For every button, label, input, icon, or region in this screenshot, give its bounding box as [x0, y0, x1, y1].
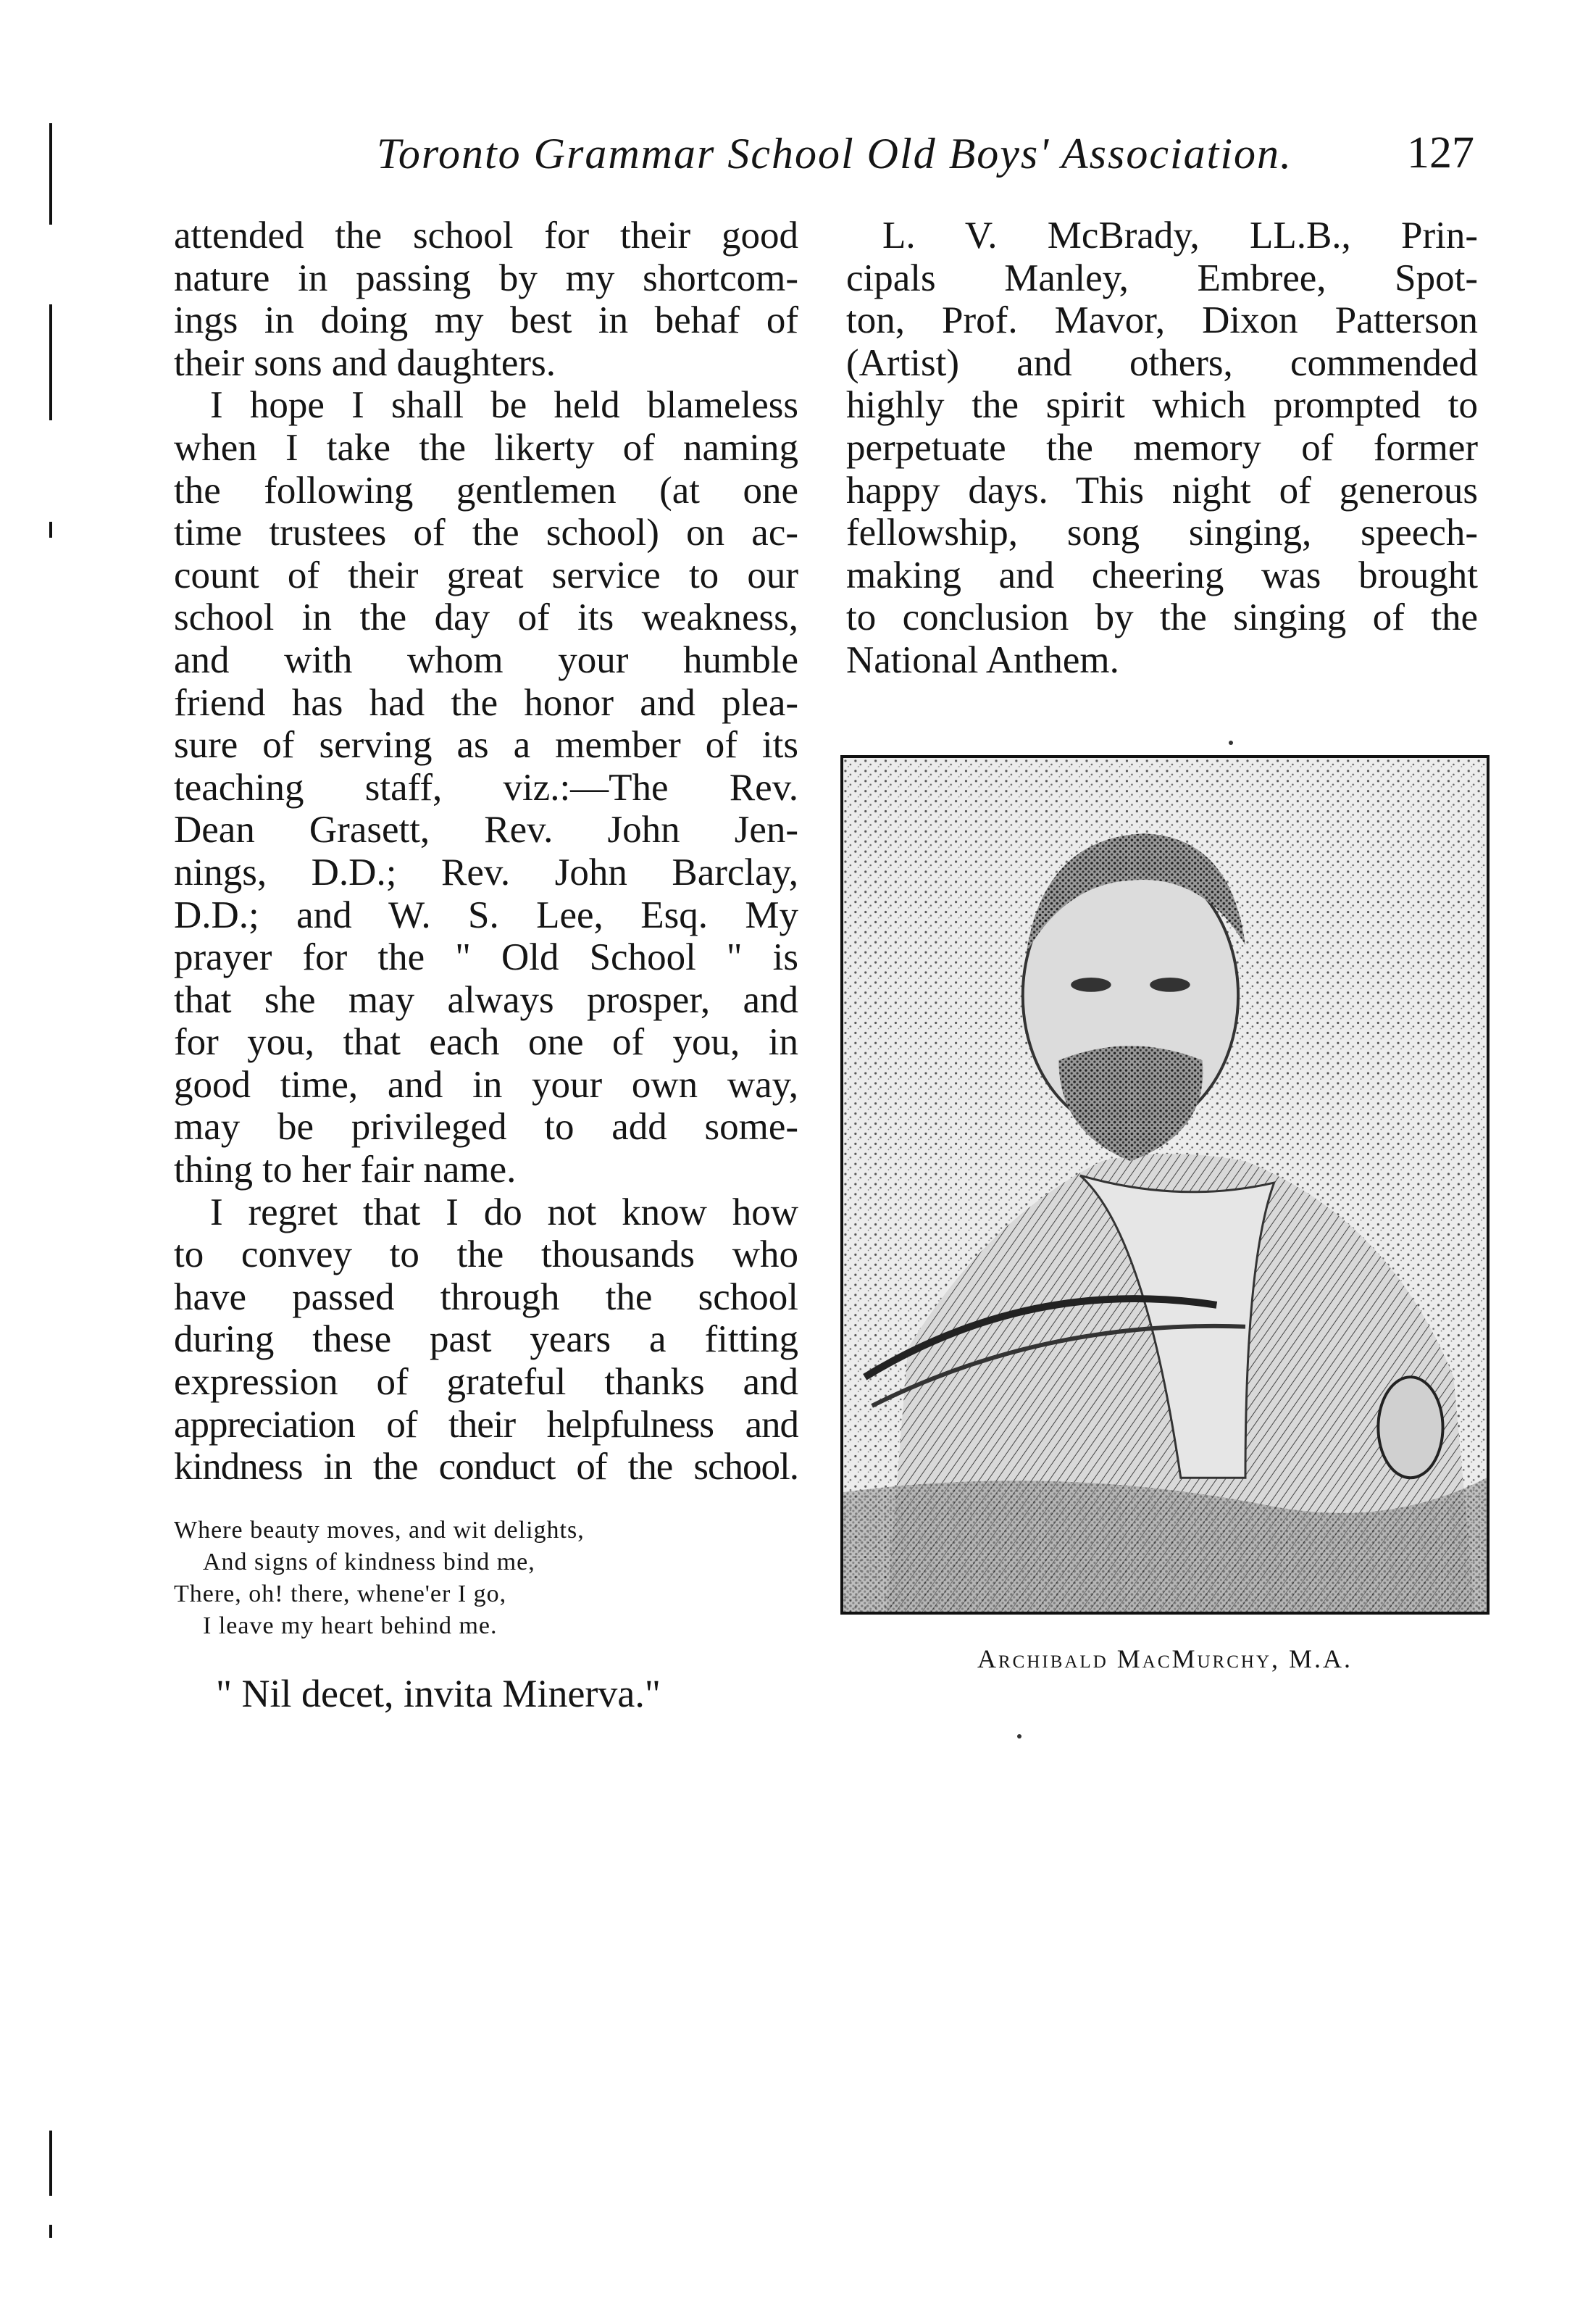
text-line: expression of grateful thanks and — [174, 1361, 798, 1404]
text-line: school in the day of its weakness, — [174, 596, 798, 639]
portrait-caption: Archibald MacMurchy, M.A. — [977, 1644, 1353, 1673]
scan-edge-mark — [49, 522, 52, 538]
portrait-engraving — [843, 758, 1487, 1612]
text-line: making and cheering was brought — [846, 554, 1478, 596]
verse-line: There, oh! there, whene'er I go, — [174, 1580, 507, 1607]
right-column — [846, 215, 1478, 682]
print-speck — [1017, 1734, 1021, 1739]
text-line: when I take the likerty of naming — [174, 426, 798, 469]
scan-edge-mark — [49, 123, 52, 225]
text-line: I regret that I do not know how — [210, 1191, 798, 1233]
text-line: may be privileged to add some- — [174, 1106, 798, 1149]
text-line: the following gentlemen (at one — [174, 469, 798, 512]
text-line: L. V. McBrady, LL.B., Prin- — [882, 215, 1478, 257]
text-line: that she may always prosper, and — [174, 978, 798, 1021]
scan-edge-mark — [49, 304, 52, 420]
text-line: to convey to the thousands who — [174, 1233, 798, 1276]
verse-line: Where beauty moves, and wit delights, — [174, 1516, 585, 1544]
text-line: have passed through the school — [174, 1275, 798, 1318]
verse-line: And signs of kindness bind me, — [203, 1548, 535, 1575]
paragraph — [174, 384, 798, 1191]
portrait-image — [840, 755, 1490, 1615]
text-line: attended the school for their good — [174, 215, 798, 257]
text-line: nature in passing by my shortcom- — [174, 257, 798, 299]
print-speck — [1229, 741, 1233, 745]
text-line: ton, Prof. Mavor, Dixon Patterson — [846, 299, 1478, 342]
text-line: thing to her fair name. — [174, 1149, 517, 1191]
verse — [174, 1515, 798, 1642]
text-line: friend has had the honor and plea- — [174, 681, 798, 724]
page-number: 127 — [1407, 128, 1474, 178]
text-line: appreciation of their helpfulness and — [174, 1403, 798, 1446]
text-line: National Anthem. — [846, 638, 1119, 681]
text-line: teaching staff, viz.:—The Rev. — [174, 766, 798, 809]
left-column — [174, 215, 798, 1716]
text-line: prayer for the " Old School " is — [174, 936, 798, 979]
text-line: count of their great service to our — [174, 554, 798, 596]
text-line: time trustees of the school) on ac- — [174, 512, 798, 554]
text-line: I hope I shall be held blameless — [210, 384, 798, 427]
paragraph — [174, 1191, 798, 1488]
text-line: ings in doing my best in behaf of — [174, 299, 798, 342]
scan-edge-mark — [49, 2131, 52, 2196]
text-line: nings, D.D.; Rev. John Barclay, — [174, 851, 798, 894]
latin-motto: " Nil decet, invita Minerva." — [216, 1671, 661, 1715]
text-line: perpetuate the memory of former — [846, 426, 1478, 469]
text-line: good time, and in your own way, — [174, 1063, 798, 1106]
text-line: happy days. This night of generous — [846, 469, 1478, 512]
text-line: their sons and daughters. — [174, 341, 556, 384]
text-line: highly the spirit which prompted to — [846, 384, 1478, 427]
text-line: cipals Manley, Embree, Spot- — [846, 257, 1478, 299]
paragraph — [174, 215, 798, 384]
text-line: and with whom your humble — [174, 638, 798, 681]
scan-edge-mark — [49, 2225, 52, 2238]
text-line: D.D.; and W. S. Lee, Esq. My — [174, 894, 798, 936]
text-line: to conclusion by the singing of the — [846, 596, 1478, 639]
text-line: sure of serving as a member of its — [174, 724, 798, 767]
text-line: for you, that each one of you, in — [174, 1021, 798, 1064]
text-line: (Artist) and others, commended — [846, 341, 1478, 384]
verse-line: I leave my heart behind me. — [203, 1612, 498, 1639]
text-line: fellowship, song singing, speech- — [846, 512, 1478, 554]
text-line: during these past years a fitting — [174, 1318, 798, 1361]
text-line: Dean Grasett, Rev. John Jen- — [174, 809, 798, 851]
running-title: Toronto Grammar School Old Boys' Association. — [377, 130, 1293, 178]
text-line: kindness in the conduct of the school. — [174, 1446, 798, 1488]
